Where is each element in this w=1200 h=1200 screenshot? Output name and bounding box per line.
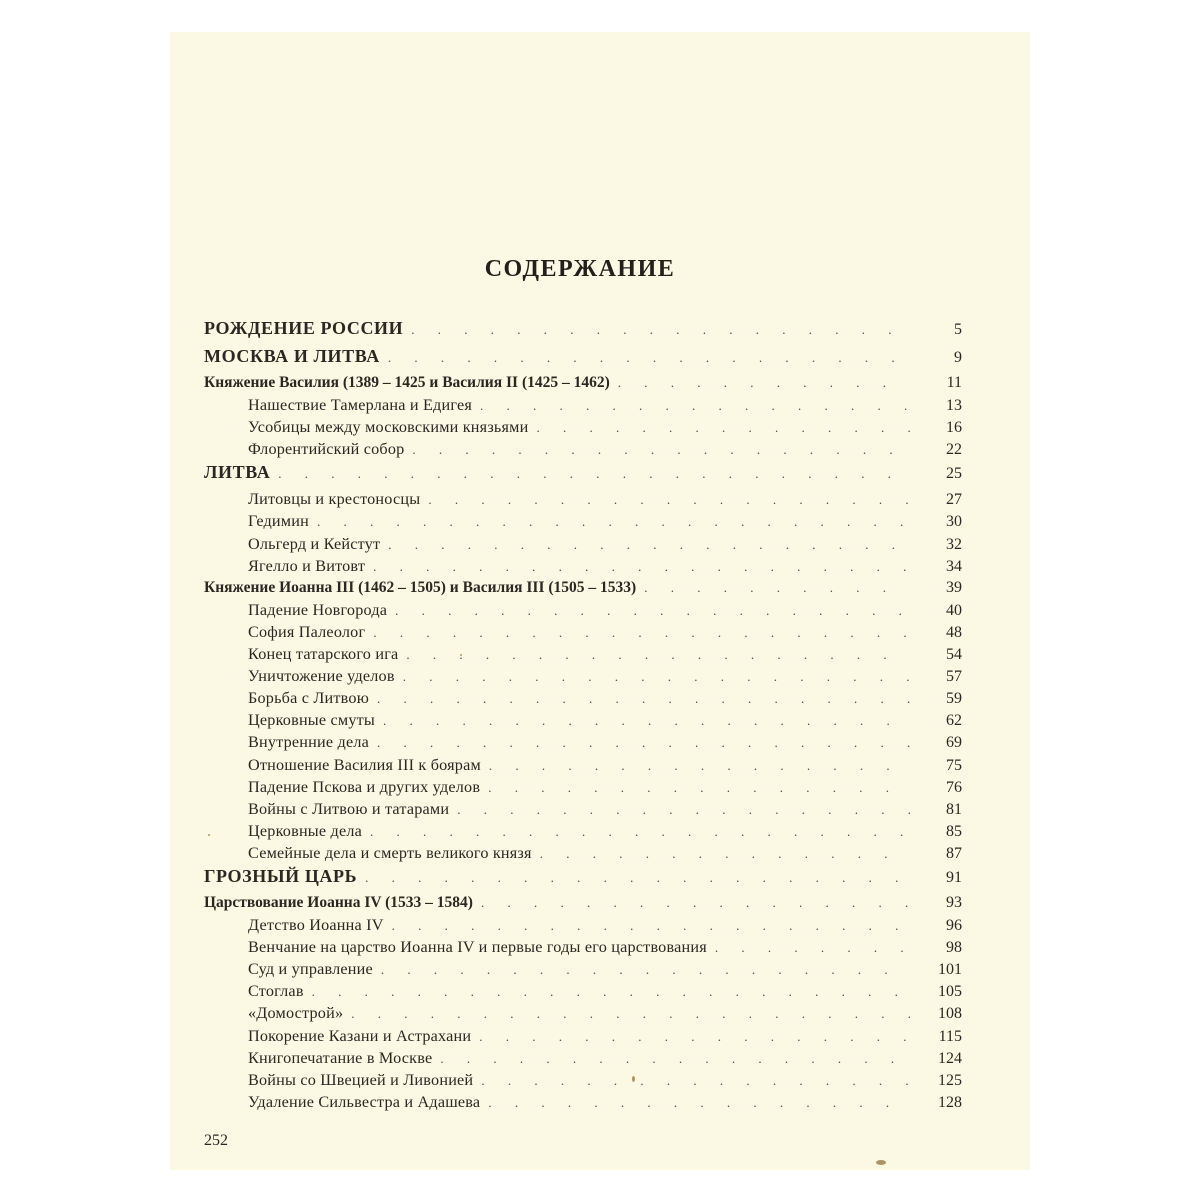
toc-entry-title: Уничтожение уделов	[248, 667, 395, 686]
dot-leader	[388, 350, 910, 366]
dot-leader	[540, 846, 910, 862]
foxing-spot	[460, 654, 462, 656]
toc-entry-page: 13	[946, 397, 962, 415]
toc-entry-page: 59	[946, 690, 962, 708]
toc-entry-title: Конец татарского ига	[248, 645, 399, 664]
toc-entry-title: Внутренние дела	[248, 733, 370, 752]
dot-leader	[479, 1029, 910, 1045]
toc-entry	[204, 800, 962, 822]
dot-leader	[412, 442, 910, 458]
toc-entry	[204, 960, 962, 982]
toc-entry	[204, 1027, 962, 1049]
toc-entry	[204, 557, 962, 579]
toc-entry-title: Падение Пскова и других уделов	[248, 777, 481, 796]
dot-leader	[406, 647, 910, 663]
toc-entry	[204, 645, 962, 667]
toc-entry-page: 57	[946, 668, 962, 686]
book-page	[170, 32, 1030, 1170]
toc-entry	[204, 1049, 962, 1071]
dot-leader	[428, 492, 910, 508]
toc-entry-page: 48	[946, 623, 962, 641]
dot-leader	[377, 691, 910, 707]
toc-entry-title: Стоглав	[248, 982, 304, 1001]
dot-leader	[488, 780, 910, 796]
toc-entry	[204, 982, 962, 1004]
toc-entry-title: Церковные смуты	[248, 711, 375, 730]
toc-entry-page: 115	[938, 1027, 962, 1045]
toc-entry	[204, 601, 962, 623]
dot-leader	[481, 1073, 910, 1089]
toc-entry-title: Княжение Иоанна III (1462 – 1505) и Василия III (1505 – 1533)	[204, 578, 637, 596]
toc-entry-page: 101	[938, 961, 962, 979]
toc-entry-title: Церковные дела	[248, 821, 363, 840]
toc-entry-title: Ягелло и Витовт	[248, 556, 366, 575]
toc-part	[204, 346, 962, 374]
dot-leader	[489, 758, 910, 774]
toc-entry-title: ГРОЗНЫЙ ЦАРЬ	[204, 865, 358, 886]
toc-entry-page: 34	[946, 557, 962, 575]
toc-entry	[204, 689, 962, 711]
toc-entry-page: 25	[946, 465, 962, 483]
toc-entry	[204, 711, 962, 733]
toc-entry	[204, 418, 962, 440]
dot-leader	[618, 375, 910, 391]
toc-entry	[204, 1093, 962, 1115]
dot-leader	[411, 322, 910, 338]
dot-leader	[480, 398, 910, 414]
dot-leader	[351, 1006, 910, 1022]
toc-entry	[204, 535, 962, 557]
toc-entry-page: 128	[938, 1093, 962, 1111]
toc-entry-title: «Домострой»	[248, 1004, 344, 1023]
toc-entry	[204, 490, 962, 512]
toc-entry-page: 16	[946, 419, 962, 437]
toc-entry-title: Царствование Иоанна IV (1533 – 1584)	[204, 893, 473, 911]
toc-entry	[204, 778, 962, 800]
toc-entry-title: Книгопечатание в Москве	[248, 1048, 433, 1067]
foxing-spot	[632, 1076, 635, 1082]
toc-entry	[204, 623, 962, 645]
toc-entry	[204, 396, 962, 418]
page-number: 252	[204, 1132, 228, 1149]
toc-entry-title: Литовцы и крестоносцы	[248, 490, 421, 509]
dot-leader	[392, 918, 910, 934]
toc-entry-page: 75	[946, 756, 962, 774]
toc-entry-title: София Палеолог	[248, 622, 366, 641]
dot-leader	[381, 962, 910, 978]
toc-entry-title: МОСКВА И ЛИТВА	[204, 346, 380, 366]
dot-leader	[370, 824, 910, 840]
toc-entry	[204, 938, 962, 960]
dot-leader	[403, 669, 910, 685]
toc-entry	[204, 1004, 962, 1026]
toc-part	[204, 866, 962, 894]
toc-entry-title: Борьба с Литвою	[248, 689, 369, 708]
toc-entry-title: Войны со Швецией и Ливонией	[248, 1070, 474, 1089]
toc-entry	[204, 512, 962, 534]
toc-entry-title: Детство Иоанна IV	[248, 916, 384, 935]
toc-entry-page: 93	[946, 893, 962, 911]
toc-entry	[204, 756, 962, 778]
toc-entry-page: 5	[954, 321, 962, 338]
dot-leader	[644, 580, 910, 596]
dot-leader	[395, 603, 910, 619]
toc-entry-page: 91	[946, 868, 962, 886]
toc-entry	[204, 822, 962, 844]
toc-entry-page: 108	[938, 1005, 962, 1023]
toc-entry-title: Флорентийский собор	[248, 440, 405, 459]
toc-entry-page: 11	[946, 374, 962, 391]
table-of-contents	[204, 318, 962, 1115]
toc-entry-title: Суд и управление	[248, 960, 373, 979]
toc-entry-title: Ольгерд и Кейстут	[248, 534, 381, 553]
page-title: СОДЕРЖАНИЕ	[484, 256, 676, 282]
toc-entry-page: 96	[946, 917, 962, 935]
toc-entry	[204, 733, 962, 755]
toc-entry-page: 54	[946, 646, 962, 664]
dot-leader	[440, 1051, 910, 1067]
toc-entry-page: 9	[954, 349, 962, 366]
dot-leader	[388, 537, 910, 553]
toc-entry-title: Усобицы между московскими князьями	[248, 418, 529, 437]
toc-entry-page: 39	[946, 578, 962, 596]
dot-leader	[457, 802, 910, 818]
toc-section	[204, 374, 962, 396]
toc-entry	[204, 916, 962, 938]
dot-leader	[481, 895, 910, 911]
toc-entry-page: 27	[946, 491, 962, 509]
dot-leader	[488, 1095, 910, 1111]
toc-entry-title: Нашествие Тамерлана и Едигея	[248, 396, 473, 415]
toc-entry-page: 69	[946, 734, 962, 752]
dot-leader	[373, 559, 910, 575]
toc-entry-page: 30	[946, 513, 962, 531]
dot-leader	[365, 870, 910, 886]
toc-section	[204, 579, 962, 601]
toc-entry-title: Падение Новгорода	[248, 600, 388, 619]
toc-entry-title: Венчание на царство Иоанна IV и первые годы его царствования	[248, 938, 707, 957]
foxing-spot	[876, 1160, 886, 1165]
toc-entry-page: 87	[946, 844, 962, 862]
toc-entry-title: ЛИТВА	[204, 462, 271, 483]
toc-entry-page: 76	[946, 778, 962, 796]
toc-part	[204, 462, 962, 490]
toc-part	[204, 318, 962, 346]
dot-leader	[383, 713, 910, 729]
toc-entry-title: Отношение Василия III к боярам	[248, 755, 481, 774]
toc-entry-title: Семейные дела и смерть великого князя	[248, 843, 532, 862]
toc-entry-page: 40	[946, 601, 962, 619]
toc-section	[204, 894, 962, 916]
toc-entry-page: 125	[938, 1071, 962, 1089]
toc-entry-page: 124	[938, 1049, 962, 1067]
foxing-spot	[208, 834, 210, 836]
toc-entry-title: Гедимин	[248, 512, 309, 531]
dot-leader	[312, 984, 910, 1000]
toc-entry-title: Княжение Василия (1389 – 1425 и Василия II (1425 – 1462)	[204, 374, 610, 391]
dot-leader	[715, 940, 910, 956]
toc-entry-page: 62	[946, 712, 962, 730]
toc-entry-page: 32	[946, 535, 962, 553]
dot-leader	[317, 514, 910, 530]
toc-entry	[204, 440, 962, 462]
toc-entry-title: Войны с Литвою и татарами	[248, 799, 450, 818]
dot-leader	[373, 625, 910, 641]
toc-entry	[204, 1071, 962, 1093]
dot-leader	[278, 466, 910, 482]
toc-entry	[204, 667, 962, 689]
toc-entry-page: 105	[938, 983, 962, 1001]
dot-leader	[377, 735, 910, 751]
toc-entry-page: 22	[946, 441, 962, 459]
toc-entry-page: 85	[946, 822, 962, 840]
toc-entry-title: Удаление Сильвестра и Адашева	[248, 1092, 481, 1111]
toc-entry-title: РОЖДЕНИЕ РОССИИ	[204, 318, 404, 338]
toc-entry-page: 98	[946, 939, 962, 957]
toc-entry	[204, 844, 962, 866]
toc-entry-title: Покорение Казани и Астрахани	[248, 1026, 472, 1045]
dot-leader	[536, 420, 910, 436]
toc-entry-page: 81	[946, 800, 962, 818]
